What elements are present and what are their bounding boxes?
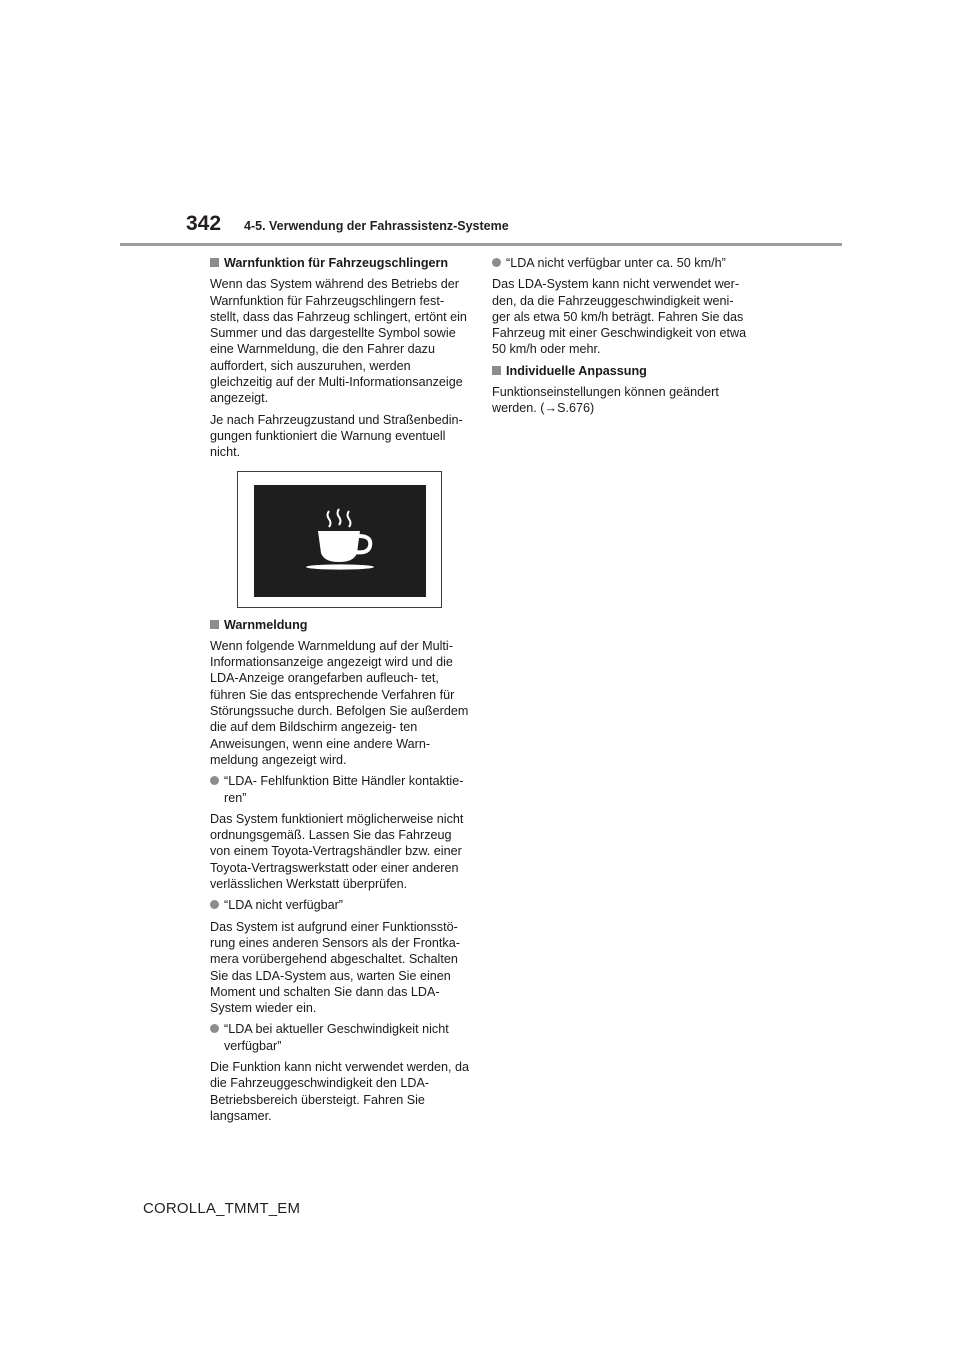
left-column (210, 255, 472, 1129)
heading-text: Warnmeldung (224, 617, 308, 632)
bullet-item (210, 773, 472, 806)
heading-text: Warnfunktion für Fahrzeugschlingern (224, 256, 449, 270)
heading-anpassung (492, 363, 754, 379)
bullet-text: “LDA- Fehlfunktion Bitte Händler kontaktie- ren” (224, 774, 464, 805)
bullet-text: “LDA nicht verfügbar unter ca. 50 km/h” (506, 256, 726, 270)
circle-bullet-icon (492, 258, 501, 267)
section-title: 4-5. Verwendung der Fahrassistenz-Systeme (244, 219, 509, 233)
paragraph: Die Funktion kann nicht verwendet werden, da die Fahrzeuggeschwindigkeit den LDA-Betriebsbereich übersteigt. Fahren Sie langsamer. (210, 1059, 470, 1123)
bullet-item (210, 1021, 472, 1054)
paragraph: Je nach Fahrzeugzustand und Straßenbedin- gungen funktioniert die Warnung eventuell nicht. (210, 412, 463, 460)
heading-text: Individuelle Anpassung (506, 363, 647, 378)
paragraph: Das System funktioniert möglicherweise nicht ordnungsgemäß. Lassen Sie das Fahrzeug von einem Toyota-Vertragshändler bzw. einer Toyota-Vertragswerkstatt oder einer anderen verlässlichen Werkstatt überprüfen. (210, 811, 464, 892)
page-number: 342 (186, 212, 222, 235)
square-bullet-icon (492, 366, 501, 375)
paragraph: Wenn folgende Warnmeldung auf der Multi-Informationsanzeige angezeigt wird und die LDA-Anzeige orangefarben aufleuch- tet, führen Sie das entsprechende Verfahren für Störungssuche durch. Befolgen Sie außerdem die auf dem Bildschirm angezeig- ten Anweisungen, wenn eine andere Warn- meldung angezeigt wird. (210, 638, 469, 767)
footer-code: COROLLA_TMMT_EM (143, 1200, 301, 1217)
circle-bullet-icon (210, 776, 219, 785)
bullet-item (492, 255, 754, 271)
circle-bullet-icon (210, 1024, 219, 1033)
square-bullet-icon (210, 258, 219, 267)
display-screen (254, 485, 426, 597)
header-rule (120, 243, 842, 246)
bullet-item (210, 897, 472, 913)
circle-bullet-icon (210, 900, 219, 909)
bullet-text: “LDA bei aktueller Geschwindigkeit nicht verfügbar” (224, 1022, 449, 1053)
paragraph: Das LDA-System kann nicht verwendet wer- den, da die Fahrzeuggeschwindigkeit weni- ger als etwa 50 km/h beträgt. Fahren Sie das Fahrzeug mit einer Geschwindigkeit von etwa 50 km/h oder mehr. (492, 277, 747, 357)
heading-schlingern (210, 255, 472, 271)
bullet-text: “LDA nicht verfügbar” (224, 898, 343, 913)
paragraph: Das System ist aufgrund einer Funktionsstö- rung eines anderen Sensors als der Frontka- mera vorübergehend abgeschaltet. Schalten Sie das LDA-System aus, warten Sie einen Moment und schalten Sie dann das LDA-System wieder ein. (210, 919, 460, 1016)
heading-warnmeldung (210, 617, 472, 633)
paragraph: Wenn das System während des Betriebs der Warnfunktion für Fahrzeugschlingern fest- stellt, dass das Fahrzeug schlingert, ertönt ein Summer und das dargestellte Symbol sowie eine Warnmeldung, die den Fahrer dazu auffordert, sich auszuruhen, werden gleichzeitig auf der Multi-Informationsanzeige angezeigt. (210, 277, 467, 406)
coffee-cup-figure (237, 471, 442, 608)
coffee-cup-icon (254, 485, 426, 597)
square-bullet-icon (210, 620, 219, 629)
right-column (492, 255, 754, 422)
page-reference-link[interactable]: Funktionseinstellungen können geändert werden. (→S.676) (492, 385, 719, 416)
